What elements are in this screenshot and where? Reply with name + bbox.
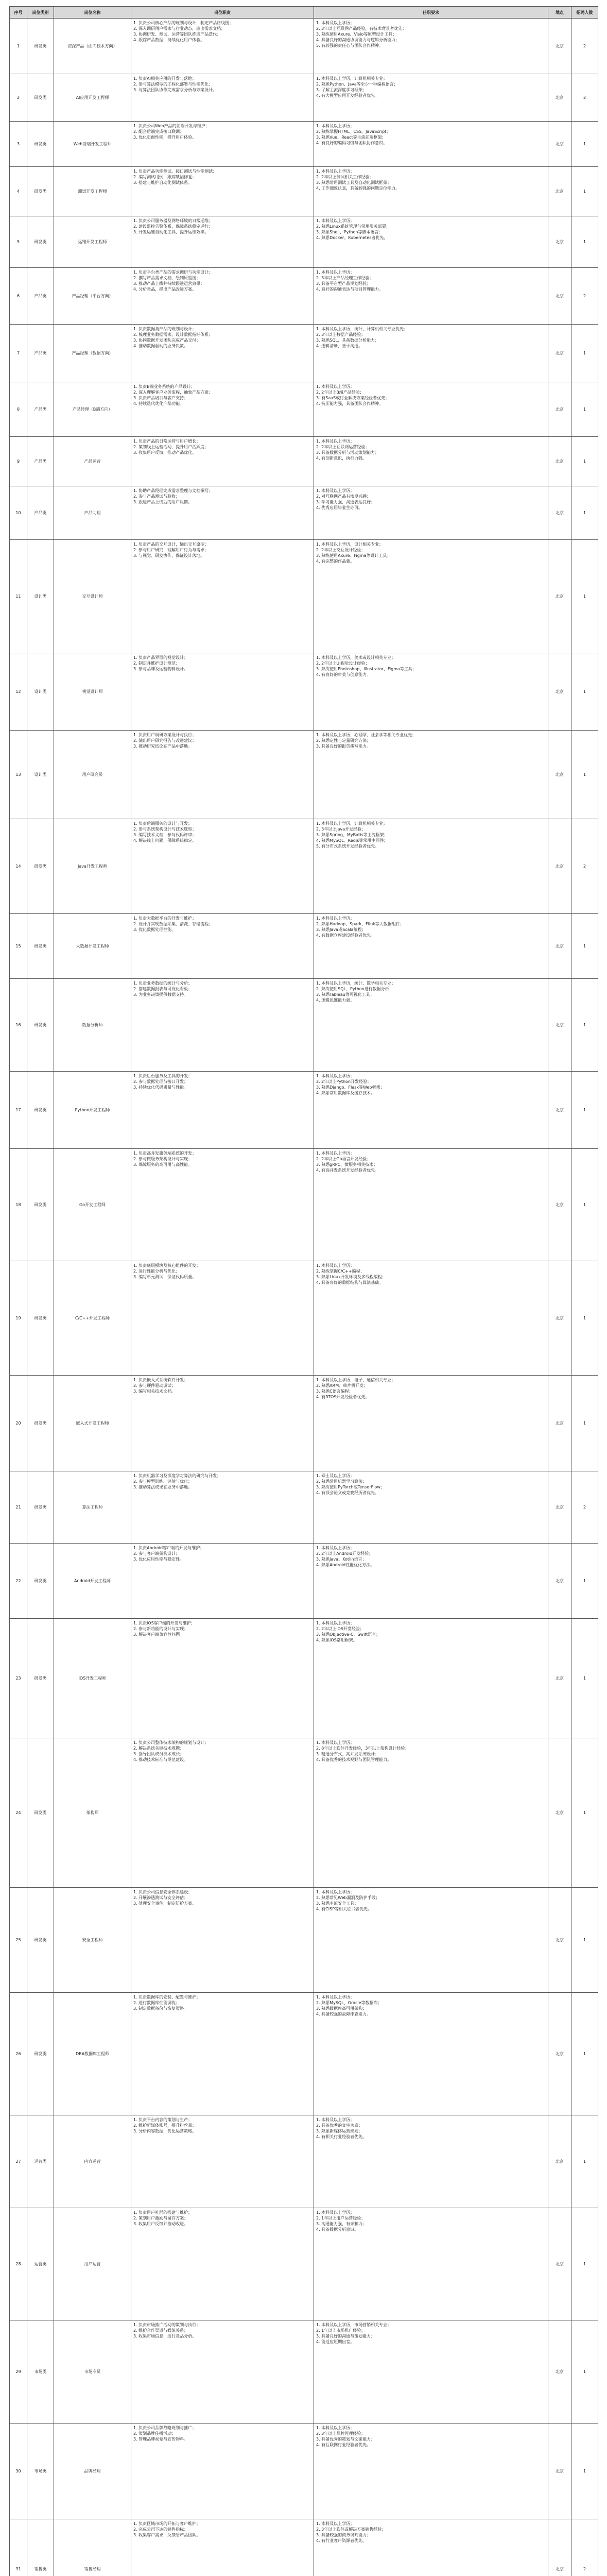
cell-requirements: 1. 本科及以上学历，计算机相关专业； 2. 3年以上Java开发经验； 3. 熟悉Spring、MyBatis等主流框架； 4. 熟悉MySQL、Redis等常用中间件； 5. 有分布式系统开发经验者优先。 xyxy=(314,819,548,914)
cell-duties: 1. 负责公司服务器及网络环境的日常运维； 2. 建设监控告警体系，保障系统稳定运行； 3. 开发运维自动化工具，提升运维效率。 xyxy=(131,216,314,268)
cell-no: 29 xyxy=(10,2320,27,2424)
cell-count: 1 xyxy=(571,2320,598,2424)
cell-no: 28 xyxy=(10,2208,27,2320)
cell-location: 北京 xyxy=(548,382,571,437)
cell-duties: 1. 负责产品的日常运营与用户增长； 2. 策划线上运营活动，提升用户活跃度； 3. 收集用户反馈，推动产品优化。 xyxy=(131,437,314,486)
cell-requirements: 1. 本科及以上学历，电子、通信相关专业； 2. 熟悉ARM、单片机开发； 3. 熟悉C语言编程； 4. 有RTOS开发经验者优先。 xyxy=(314,1376,548,1471)
cell-requirements: 1. 本科及以上学历，统计、计算机相关专业优先； 2. 3年以上数据产品经验； 3. 熟悉SQL，具备数据分析能力； 4. 逻辑清晰，善于沟通。 xyxy=(314,325,548,382)
cell-no: 14 xyxy=(10,819,27,914)
cell-location: 北京 xyxy=(548,1149,571,1261)
cell-category: 产品类 xyxy=(27,268,54,325)
cell-requirements: 1. 本科及以上学历，计算机相关专业； 2. 熟悉Python、Java等至少一种编程语言； 3. 了解主流深度学习框架； 4. 有大模型应用开发经验者优先。 xyxy=(314,74,548,122)
cell-position: 市场专员 xyxy=(54,2320,131,2424)
cell-count: 1 xyxy=(571,653,598,731)
cell-duties: 1. 负责嵌入式系统软件开发； 2. 参与硬件驱动调试； 3. 编写相关技术文档。 xyxy=(131,1376,314,1471)
cell-category: 研发类 xyxy=(27,979,54,1072)
cell-requirements: 1. 硕士及以上学历； 2. 熟悉常用机器学习算法； 3. 熟练使用PyTorch或TensorFlow； 4. 有顶会论文或竞赛经历者优先。 xyxy=(314,1471,548,1544)
cell-requirements: 1. 本科及以上学历； 2. 熟悉Hadoop、Spark、Flink等大数据组件； 3. 熟悉Java或Scala编程； 4. 有数据仓库建设经验者优先。 xyxy=(314,914,548,979)
cell-no: 13 xyxy=(10,731,27,819)
cell-position: 用户研究员 xyxy=(54,731,131,819)
cell-duties: 1. 负责公司Web产品的前端开发与维护； 2. 配合后端完成接口联调； 3. 优化页面性能，提升用户体验。 xyxy=(131,122,314,167)
cell-position: 架构师 xyxy=(54,1738,131,1888)
cell-duties: 1. 负责业务数据的统计与分析； 2. 搭建数据报表与可视化看板； 3. 为业务决策提供数据支持。 xyxy=(131,979,314,1072)
cell-location: 北京 xyxy=(548,1738,571,1888)
cell-category: 市场类 xyxy=(27,2320,54,2424)
cell-duties: 1. 协助产品经理完成需求整理与文档撰写； 2. 参与产品测试与验收； 3. 跟进产品上线后的用户反馈。 xyxy=(131,486,314,540)
cell-duties: 1. 负责平台内容的策划与生产； 2. 维护新媒体账号，提升粉丝量； 3. 分析内容数据，优化运营策略。 xyxy=(131,2115,314,2208)
cell-duties: 1. 负责AI相关应用的开发与落地； 2. 参与算法模型的工程化部署与性能优化； 3. 与算法团队协作完成需求分析与方案设计。 xyxy=(131,74,314,122)
cell-no: 20 xyxy=(10,1376,27,1471)
cell-no: 21 xyxy=(10,1471,27,1544)
cell-count: 1 xyxy=(571,122,598,167)
cell-no: 17 xyxy=(10,1072,27,1149)
table-row xyxy=(10,122,598,167)
cell-category: 产品类 xyxy=(27,486,54,540)
cell-count: 1 xyxy=(571,167,598,216)
cell-count: 1 xyxy=(571,914,598,979)
table-row xyxy=(10,2320,598,2424)
cell-category: 运营类 xyxy=(27,2208,54,2320)
cell-position: Python开发工程师 xyxy=(54,1072,131,1149)
cell-category: 研发类 xyxy=(27,1261,54,1376)
cell-position: 产品经理（B端方向） xyxy=(54,382,131,437)
cell-category: 产品类 xyxy=(27,325,54,382)
table-row xyxy=(10,653,598,731)
table-row xyxy=(10,914,598,979)
table-row xyxy=(10,731,598,819)
cell-no: 25 xyxy=(10,1888,27,1993)
cell-duties: 1. 负责区域市场的开拓与客户维护； 2. 完成公司下达的销售指标； 3. 收集客户需求，反馈给产品团队。 xyxy=(131,2519,314,2576)
cell-category: 研发类 xyxy=(27,1888,54,1993)
cell-position: 嵌入式开发工程师 xyxy=(54,1376,131,1471)
cell-requirements: 1. 本科及以上学历，设计相关专业； 2. 2年以上交互设计经验； 3. 熟练使用Axure、Figma等设计工具； 4. 有完整的作品集。 xyxy=(314,540,548,653)
cell-position: Go开发工程师 xyxy=(54,1149,131,1261)
cell-category: 研发类 xyxy=(27,19,54,74)
cell-duties: 1. 负责高并发服务端系统的开发； 2. 参与微服务架构设计与实现； 3. 保障服务的高可用与高性能。 xyxy=(131,1149,314,1261)
cell-category: 研发类 xyxy=(27,819,54,914)
cell-count: 1 xyxy=(571,1544,598,1619)
cell-count: 1 xyxy=(571,2208,598,2320)
table-row xyxy=(10,325,598,382)
cell-category: 运营类 xyxy=(27,2115,54,2208)
table-row xyxy=(10,19,598,74)
cell-position: Android开发工程师 xyxy=(54,1544,131,1619)
cell-location: 北京 xyxy=(548,19,571,74)
table-row xyxy=(10,1471,598,1544)
cell-location: 北京 xyxy=(548,325,571,382)
cell-count: 1 xyxy=(571,1738,598,1888)
cell-requirements: 1. 本科及以上学历； 2. 熟练掌握C/C++编程； 3. 熟悉Linux开发环境及多线程编程； 4. 具备良好的数据结构与算法基础。 xyxy=(314,1261,548,1376)
table-row xyxy=(10,268,598,325)
table-row xyxy=(10,1888,598,1993)
cell-requirements: 1. 本科及以上学历； 2. 2年以上Python开发经验； 3. 熟悉Django、Flask等Web框架； 4. 熟悉常用数据库及缓存技术。 xyxy=(314,1072,548,1149)
cell-location: 北京 xyxy=(548,2115,571,2208)
cell-count: 2 xyxy=(571,268,598,325)
cell-requirements: 1. 本科及以上学历，心理学、社会学等相关专业优先； 2. 熟悉定性与定量研究方法； 3. 具备良好的报告撰写能力。 xyxy=(314,731,548,819)
cell-position: 资深产品（面向技术方向） xyxy=(54,19,131,74)
cell-no: 18 xyxy=(10,1149,27,1261)
job-table xyxy=(9,6,598,2576)
cell-duties: 1. 负责数据库的安装、配置与维护； 2. 进行数据库性能调优； 3. 制定数据备份与恢复策略。 xyxy=(131,1993,314,2115)
cell-location: 北京 xyxy=(548,122,571,167)
cell-requirements: 1. 本科及以上学历； 2. 熟悉常见Web漏洞及防护手段； 3. 熟悉主流安全工具； 4. 有CISP等相关证书者优先。 xyxy=(314,1888,548,1993)
cell-count: 2 xyxy=(571,819,598,914)
table-row xyxy=(10,979,598,1072)
cell-count: 1 xyxy=(571,1619,598,1738)
cell-count: 1 xyxy=(571,1072,598,1149)
cell-requirements: 1. 本科及以上学历； 2. 2年以上互联网运营经验； 3. 具备数据分析与活动策划能力； 4. 有创新意识，执行力强。 xyxy=(314,437,548,486)
cell-position: 视觉设计师 xyxy=(54,653,131,731)
table-header xyxy=(10,7,598,19)
cell-location: 北京 xyxy=(548,2519,571,2576)
cell-requirements: 1. 本科及以上学历； 2. 8年以上软件开发经验，3年以上架构设计经验； 3. 精通分布式、高并发系统设计； 4. 具备优秀的技术视野与团队管理能力。 xyxy=(314,1738,548,1888)
table-row xyxy=(10,216,598,268)
cell-position: 用户运营 xyxy=(54,2208,131,2320)
cell-count: 1 xyxy=(571,1376,598,1471)
cell-location: 北京 xyxy=(548,540,571,653)
cell-category: 研发类 xyxy=(27,914,54,979)
cell-location: 北京 xyxy=(548,731,571,819)
cell-location: 北京 xyxy=(548,74,571,122)
cell-requirements: 1. 本科及以上学历； 2. 2年以上Go语言开发经验； 3. 熟悉gRPC、微服务相关技术； 4. 有高并发系统开发经验者优先。 xyxy=(314,1149,548,1261)
cell-count: 1 xyxy=(571,540,598,653)
cell-category: 研发类 xyxy=(27,1619,54,1738)
cell-position: 交互设计师 xyxy=(54,540,131,653)
cell-category: 研发类 xyxy=(27,216,54,268)
cell-position: DBA数据库工程师 xyxy=(54,1993,131,2115)
cell-no: 11 xyxy=(10,540,27,653)
cell-no: 16 xyxy=(10,979,27,1072)
cell-no: 9 xyxy=(10,437,27,486)
cell-duties: 1. 负责市场推广活动的策划与执行； 2. 维护合作渠道与媒体关系； 3. 收集市场信息，进行竞品分析。 xyxy=(131,2320,314,2424)
cell-position: 运维开发工程师 xyxy=(54,216,131,268)
cell-category: 产品类 xyxy=(27,382,54,437)
table-row xyxy=(10,1149,598,1261)
cell-requirements: 1. 本科及以上学历； 2. 熟悉Linux系统管理与常用服务部署； 3. 熟悉Shell、Python等脚本语言； 4. 熟悉Docker、Kubernetes者优先。 xyxy=(314,216,548,268)
cell-location: 北京 xyxy=(548,1072,571,1149)
cell-position: 内容运营 xyxy=(54,2115,131,2208)
table-row xyxy=(10,2115,598,2208)
table-row xyxy=(10,1619,598,1738)
cell-category: 研发类 xyxy=(27,122,54,167)
table-row xyxy=(10,1072,598,1149)
header-no: 序号 xyxy=(10,7,27,19)
cell-location: 北京 xyxy=(548,268,571,325)
cell-location: 北京 xyxy=(548,437,571,486)
cell-duties: 1. 负责用户调研方案设计与执行； 2. 输出用户研究报告与改进建议； 3. 推动研究结论在产品中落地。 xyxy=(131,731,314,819)
cell-requirements: 1. 本科及以上学历； 2. 3年以上产品经理工作经验； 3. 具备平台型产品规划经验； 4. 良好的沟通表达与项目管理能力。 xyxy=(314,268,548,325)
cell-no: 23 xyxy=(10,1619,27,1738)
cell-position: Web前端开发工程师 xyxy=(54,122,131,167)
cell-position: 产品经理（数据方向） xyxy=(54,325,131,382)
cell-duties: 1. 负责产品功能测试、接口测试与性能测试； 2. 编写测试用例，跟踪缺陷修复； 3. 搭建与维护自动化测试体系。 xyxy=(131,167,314,216)
cell-count: 2 xyxy=(571,74,598,122)
cell-location: 北京 xyxy=(548,653,571,731)
cell-no: 30 xyxy=(10,2424,27,2519)
cell-location: 北京 xyxy=(548,1993,571,2115)
cell-requirements: 1. 本科及以上学历； 2. 3年以上互联网产品经验，有技术背景者优先； 3. 熟练使用Axure、Visio等原型设计工具； 4. 具备良好的沟通协调能力与逻辑分析能力； 5. 有较强的责任心与团队合作精神。 xyxy=(314,19,548,74)
table-row xyxy=(10,1544,598,1619)
header-row xyxy=(10,7,598,19)
cell-location: 北京 xyxy=(548,216,571,268)
header-location: 地点 xyxy=(548,7,571,19)
cell-location: 北京 xyxy=(548,819,571,914)
cell-location: 北京 xyxy=(548,1376,571,1471)
cell-location: 北京 xyxy=(548,2320,571,2424)
cell-requirements: 1. 本科及以上学历； 2. 2年以上测试相关工作经验； 3. 熟悉常用测试工具及自动化测试框架； 4. 工作细致认真，具备较强的问题定位能力。 xyxy=(314,167,548,216)
cell-requirements: 1. 本科及以上学历； 2. 2年以上Android开发经验； 3. 熟悉Java、Kotlin语言； 4. 熟悉Android性能优化方法。 xyxy=(314,1544,548,1619)
cell-no: 3 xyxy=(10,122,27,167)
cell-category: 研发类 xyxy=(27,1072,54,1149)
cell-duties: 1. 负责iOS客户端的开发与维护； 2. 参与新功能的设计与实现； 3. 解决客户端兼容性问题。 xyxy=(131,1619,314,1738)
table-body xyxy=(10,19,598,2576)
cell-position: Java开发工程师 xyxy=(54,819,131,914)
cell-requirements: 1. 本科及以上学历，美术或设计相关专业； 2. 2年以上UI视觉设计经验； 3. 熟练使用Photoshop、Illustrator、Figma等工具； 4. 有良好的审美与创意能力。 xyxy=(314,653,548,731)
cell-requirements: 1. 本科及以上学历； 2. 2年以上B端产品经验； 3. 有SaaS或行业解决方案经验者优先； 4. 抗压能力强，具备团队合作精神。 xyxy=(314,382,548,437)
header-position: 岗位名称 xyxy=(54,7,131,19)
table-row xyxy=(10,1376,598,1471)
cell-category: 设计类 xyxy=(27,653,54,731)
cell-position: iOS开发工程师 xyxy=(54,1619,131,1738)
cell-location: 北京 xyxy=(548,167,571,216)
cell-count: 1 xyxy=(571,731,598,819)
cell-position: 算法工程师 xyxy=(54,1471,131,1544)
cell-position: 产品经理（平台方向） xyxy=(54,268,131,325)
cell-category: 研发类 xyxy=(27,1993,54,2115)
cell-category: 设计类 xyxy=(27,731,54,819)
cell-no: 4 xyxy=(10,167,27,216)
cell-duties: 1. 负责Android客户端的开发与维护； 2. 参与客户端架构设计； 3. 优化应用性能与稳定性。 xyxy=(131,1544,314,1619)
cell-duties: 1. 负责B端业务系统的产品设计； 2. 深入理解客户业务流程，抽象产品方案； 3. 负责产品培训与客户支持； 4. 持续迭代优化产品功能。 xyxy=(131,382,314,437)
cell-count: 1 xyxy=(571,1993,598,2115)
cell-category: 研发类 xyxy=(27,1149,54,1261)
table-row xyxy=(10,819,598,914)
cell-no: 27 xyxy=(10,2115,27,2208)
cell-position: 安全工程师 xyxy=(54,1888,131,1993)
cell-no: 19 xyxy=(10,1261,27,1376)
cell-no: 6 xyxy=(10,268,27,325)
cell-category: 研发类 xyxy=(27,1738,54,1888)
cell-category: 市场类 xyxy=(27,2424,54,2519)
cell-count: 1 xyxy=(571,382,598,437)
cell-category: 研发类 xyxy=(27,1376,54,1471)
cell-count: 2 xyxy=(571,2519,598,2576)
cell-location: 北京 xyxy=(548,979,571,1072)
table-row xyxy=(10,2208,598,2320)
cell-duties: 1. 负责后端服务的设计与开发； 2. 参与系统架构设计与技术选型； 3. 编写技术文档，参与代码评审； 4. 解决线上问题，保障系统稳定。 xyxy=(131,819,314,914)
cell-requirements: 1. 本科及以上学历； 2. 熟悉MySQL、Oracle等数据库； 3. 熟悉数据库高可用架构； 4. 具备较强的故障排查能力。 xyxy=(314,1993,548,2115)
cell-no: 22 xyxy=(10,1544,27,1619)
cell-location: 北京 xyxy=(548,2424,571,2519)
header-duties: 岗位职责 xyxy=(131,7,314,19)
cell-category: 研发类 xyxy=(27,1544,54,1619)
cell-duties: 1. 负责后台服务及工具的开发； 2. 参与数据处理与接口开发； 3. 持续优化代码质量与性能。 xyxy=(131,1072,314,1149)
cell-no: 8 xyxy=(10,382,27,437)
cell-duties: 1. 负责公司核心产品的规划与设计，制定产品路线图； 2. 深入调研用户需求与行业动态，输出需求文档； 3. 协调研发、测试、运营等团队推进产品迭代； 4. 跟踪产品数据，持续优化用户体验。 xyxy=(131,19,314,74)
cell-category: 销售类 xyxy=(27,2519,54,2576)
cell-duties: 1. 负责公司品牌战略规划与推广； 2. 策划品牌传播活动； 3. 管理品牌视觉与宣传物料。 xyxy=(131,2424,314,2519)
table-row xyxy=(10,1993,598,2115)
cell-category: 研发类 xyxy=(27,167,54,216)
cell-location: 北京 xyxy=(548,1471,571,1544)
cell-no: 2 xyxy=(10,74,27,122)
cell-count: 1 xyxy=(571,216,598,268)
cell-no: 5 xyxy=(10,216,27,268)
cell-count: 1 xyxy=(571,1888,598,1993)
cell-position: 产品助理 xyxy=(54,486,131,540)
cell-requirements: 1. 本科及以上学历； 2. 2年以上iOS开发经验； 3. 熟悉Objective-C、Swift语言； 4. 熟悉iOS常用框架。 xyxy=(314,1619,548,1738)
cell-duties: 1. 负责产品的交互设计，输出交互原型； 2. 参与用户研究，理解用户行为与需求； 3. 与视觉、研发协作，保证设计落地。 xyxy=(131,540,314,653)
cell-no: 7 xyxy=(10,325,27,382)
header-count: 招聘人数 xyxy=(571,7,598,19)
cell-duties: 1. 负责公司整体技术架构的规划与设计； 2. 解决系统关键技术难题； 3. 指导团队成员技术成长； 4. 推动技术标准与规范建设。 xyxy=(131,1738,314,1888)
cell-category: 设计类 xyxy=(27,540,54,653)
cell-position: 大数据开发工程师 xyxy=(54,914,131,979)
cell-requirements: 1. 本科及以上学历，市场营销相关专业； 2. 1年以上市场推广经验； 3. 具备良好的沟通与策划能力； 4. 能适应短期出差。 xyxy=(314,2320,548,2424)
table-row xyxy=(10,382,598,437)
cell-position: 品牌经理 xyxy=(54,2424,131,2519)
table-row xyxy=(10,1261,598,1376)
cell-location: 北京 xyxy=(548,1619,571,1738)
cell-position: AI应用开发工程师 xyxy=(54,74,131,122)
header-category: 岗位类别 xyxy=(27,7,54,19)
cell-count: 1 xyxy=(571,2424,598,2519)
cell-duties: 1. 负责底层模块及核心组件的开发； 2. 进行性能分析与优化； 3. 编写单元测试，保证代码质量。 xyxy=(131,1261,314,1376)
cell-category: 产品类 xyxy=(27,437,54,486)
cell-requirements: 1. 本科及以上学历； 2. 3年以上软件或解决方案销售经验； 3. 具备较强的商务谈判能力； 4. 有行业客户资源者优先。 xyxy=(314,2519,548,2576)
cell-count: 1 xyxy=(571,486,598,540)
cell-no: 1 xyxy=(10,19,27,74)
cell-count: 2 xyxy=(571,1471,598,1544)
cell-no: 12 xyxy=(10,653,27,731)
cell-requirements: 1. 本科及以上学历； 2. 具备优秀的文字功底； 3. 熟悉新媒体运营规则； 4. 有相关行业经验者优先。 xyxy=(314,2115,548,2208)
cell-count: 1 xyxy=(571,325,598,382)
table-row xyxy=(10,2424,598,2519)
cell-requirements: 1. 本科及以上学历； 2. 对互联网产品有浓厚兴趣； 3. 学习能力强，沟通表达良好； 4. 优秀应届毕业生亦可。 xyxy=(314,486,548,540)
cell-no: 26 xyxy=(10,1993,27,2115)
table-row xyxy=(10,2519,598,2576)
cell-no: 15 xyxy=(10,914,27,979)
cell-requirements: 1. 本科及以上学历； 2. 1年以上用户运营经验； 3. 沟通能力强，有亲和力； 4. 具备数据分析意识。 xyxy=(314,2208,548,2320)
cell-duties: 1. 负责数据类产品的规划与设计； 2. 梳理业务数据需求，设计数据指标体系； 3. 协同数据开发团队完成产品交付； 4. 推动数据驱动的业务决策。 xyxy=(131,325,314,382)
cell-count: 1 xyxy=(571,1261,598,1376)
cell-category: 研发类 xyxy=(27,74,54,122)
cell-requirements: 1. 本科及以上学历； 2. 熟练掌握HTML、CSS、JavaScript； 3. 熟悉Vue、React等主流前端框架； 4. 有良好的编码习惯与团队协作意识。 xyxy=(314,122,548,167)
cell-position: C/C++开发工程师 xyxy=(54,1261,131,1376)
cell-location: 北京 xyxy=(548,2208,571,2320)
cell-requirements: 1. 本科及以上学历，统计、数学相关专业； 2. 熟练使用SQL、Python进行数据分析； 3. 熟悉Tableau等可视化工具； 4. 逻辑思维能力强。 xyxy=(314,979,548,1072)
cell-count: 1 xyxy=(571,437,598,486)
cell-position: 测试开发工程师 xyxy=(54,167,131,216)
cell-location: 北京 xyxy=(548,1888,571,1993)
cell-count: 1 xyxy=(571,979,598,1072)
table-row xyxy=(10,74,598,122)
cell-duties: 1. 负责平台类产品的需求调研与功能设计； 2. 撰写产品需求文档，绘制原型图； 3. 推动产品上线并持续跟进运营效果； 4. 分析竞品，提出产品改进方案。 xyxy=(131,268,314,325)
cell-no: 10 xyxy=(10,486,27,540)
cell-location: 北京 xyxy=(548,1261,571,1376)
cell-count: 1 xyxy=(571,1149,598,1261)
cell-location: 北京 xyxy=(548,1544,571,1619)
cell-position: 数据分析师 xyxy=(54,979,131,1072)
cell-count: 1 xyxy=(571,2115,598,2208)
table-row xyxy=(10,437,598,486)
table-row xyxy=(10,540,598,653)
cell-count: 2 xyxy=(571,19,598,74)
table-row xyxy=(10,1738,598,1888)
cell-duties: 1. 负责产品界面的视觉设计； 2. 制定并维护设计规范； 3. 参与品牌及运营物料设计。 xyxy=(131,653,314,731)
table-row xyxy=(10,167,598,216)
cell-requirements: 1. 本科及以上学历； 2. 3年以上品牌管理经验； 3. 具备优秀的策划与文案能力； 4. 有互联网行业经验者优先。 xyxy=(314,2424,548,2519)
cell-location: 北京 xyxy=(548,486,571,540)
cell-duties: 1. 负责机器学习及深度学习算法的研究与开发； 2. 参与模型训练、评估与优化； 3. 推动算法成果在业务中落地。 xyxy=(131,1471,314,1544)
cell-position: 销售经理 xyxy=(54,2519,131,2576)
cell-category: 研发类 xyxy=(27,1471,54,1544)
cell-duties: 1. 负责公司信息安全体系建设； 2. 开展渗透测试与安全评估； 3. 处理安全事件，制定防护方案。 xyxy=(131,1888,314,1993)
cell-duties: 1. 负责用户社群的搭建与维护； 2. 策划用户激励与留存方案； 3. 收集用户反馈并推动改进。 xyxy=(131,2208,314,2320)
cell-no: 24 xyxy=(10,1738,27,1888)
header-requirements: 任职要求 xyxy=(314,7,548,19)
cell-location: 北京 xyxy=(548,914,571,979)
table-row xyxy=(10,486,598,540)
cell-no: 31 xyxy=(10,2519,27,2576)
cell-duties: 1. 负责大数据平台的开发与维护； 2. 设计并实现数据采集、清洗、存储流程； 3. 优化数据处理性能。 xyxy=(131,914,314,979)
cell-position: 产品运营 xyxy=(54,437,131,486)
